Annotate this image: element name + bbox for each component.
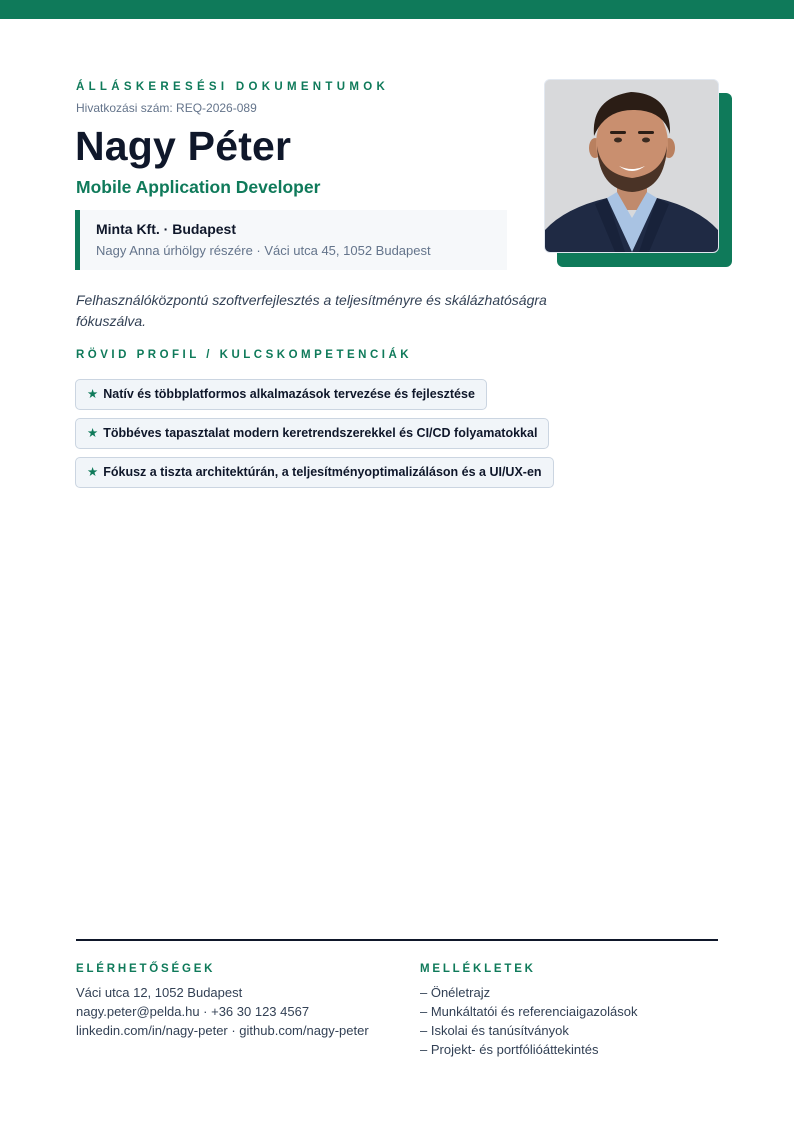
footer-divider <box>76 939 718 941</box>
contact-email-phone: nagy.peter@pelda.hu · +36 30 123 4567 <box>76 1004 310 1019</box>
profile-section-title: RÖVID PROFIL / KULCSKOMPETENCIÁK <box>76 349 413 361</box>
applicant-name: Nagy Péter <box>75 123 292 169</box>
skills-list <box>75 379 554 496</box>
contact-title: ELÉRHETŐSÉGEK <box>76 963 216 975</box>
star-icon: ★ <box>87 426 99 440</box>
star-icon: ★ <box>87 387 99 401</box>
contact-section <box>76 963 369 1040</box>
applicant-role: Mobile Application Developer <box>76 177 321 197</box>
portrait-photo <box>544 79 719 253</box>
reference-number: Hivatkozási szám: REQ-2026-089 <box>76 101 257 115</box>
attachment-item: – Iskolai és tanúsítványok <box>420 1023 569 1038</box>
attachments-section <box>420 963 638 1059</box>
attachment-item: – Önéletrajz <box>420 985 491 1000</box>
recipient-company: Minta Kft. · Budapest <box>96 221 236 237</box>
skill-chip <box>75 379 487 410</box>
star-icon: ★ <box>87 465 99 479</box>
attachments-title: MELLÉKLETEK <box>420 963 536 975</box>
attachment-item: – Projekt- és portfólióáttekintés <box>420 1042 599 1057</box>
attachment-item: – Munkáltatói és referenciaigazolások <box>420 1004 638 1019</box>
contact-links: linkedin.com/in/nagy-peter · github.com/nagy-peter <box>76 1023 369 1038</box>
portrait-illustration <box>545 80 718 252</box>
skill-chip <box>75 418 549 449</box>
skill-text: Natív és többplatformos alkalmazások tervezése és fejlesztése <box>103 387 475 401</box>
skill-text: Többéves tapasztalat modern keretrendszerekkel és CI/CD folyamatokkal <box>103 426 538 440</box>
skill-text: Fókusz a tiszta architektúrán, a teljesítményoptimalizáláson és a UI/UX-en <box>103 465 542 479</box>
contact-address: Váci utca 12, 1052 Budapest <box>76 985 243 1000</box>
document-eyebrow: ÁLLÁSKERESÉSI DOKUMENTUMOK <box>76 81 390 93</box>
recipient-attention: Nagy Anna úrhölgy részére · Váci utca 45, 1052 Budapest <box>96 243 431 258</box>
skill-chip <box>75 457 554 488</box>
recipient-box <box>75 210 507 270</box>
top-accent-bar <box>0 0 794 19</box>
summary-text: Felhasználóközpontú szoftverfejlesztés a teljesítményre és skálázhatóságra fókuszálva. <box>76 292 547 329</box>
